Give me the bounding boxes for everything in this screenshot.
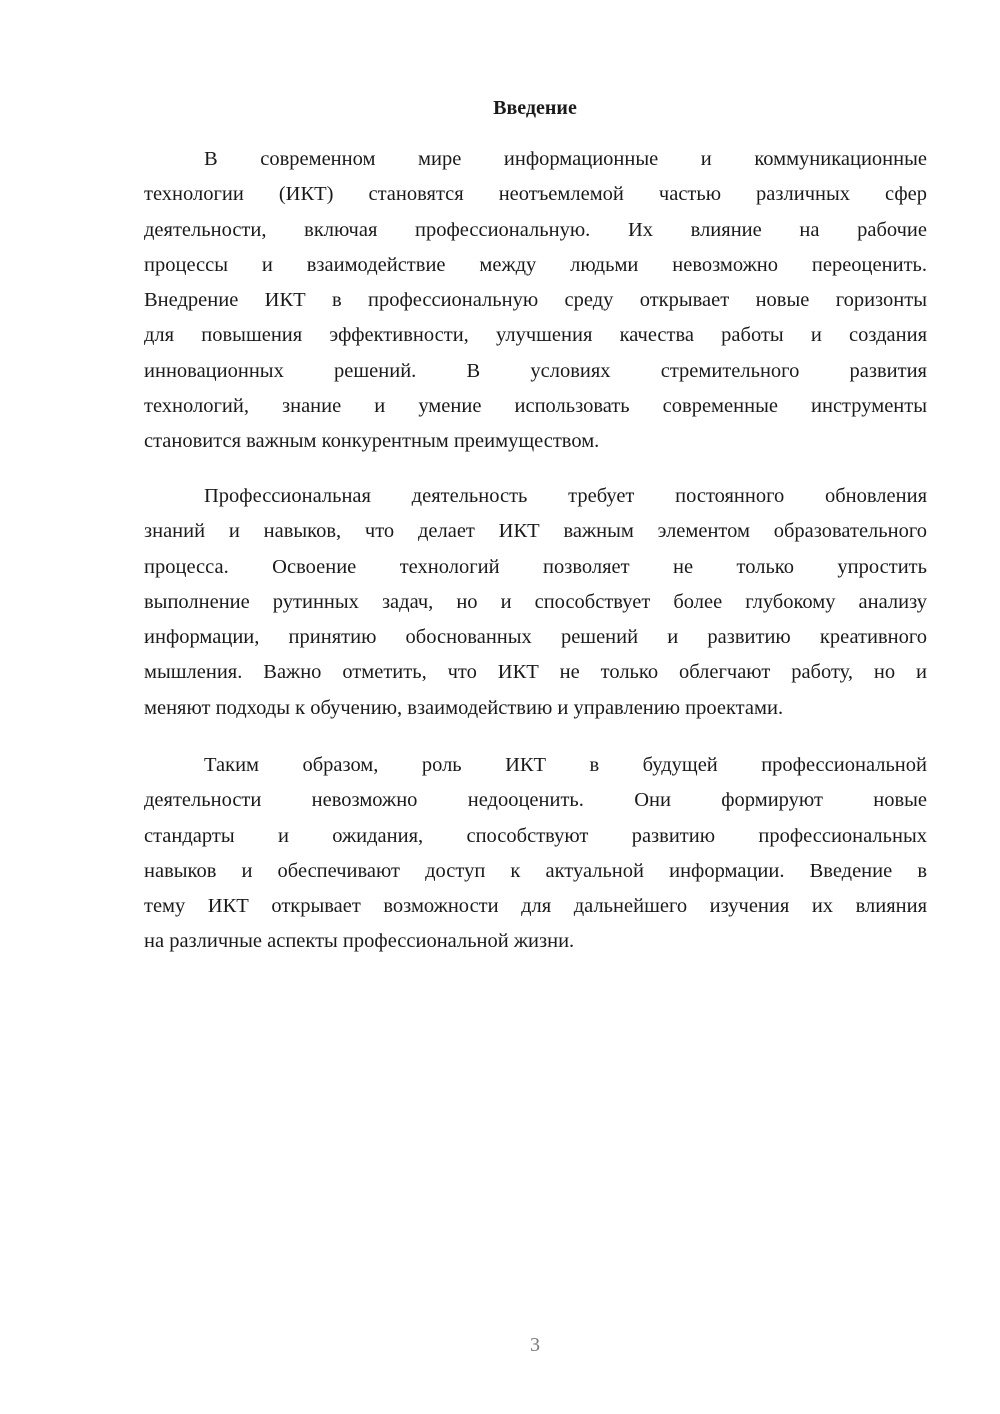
text-line: процессы и взаимодействие между людьми невозможно переоценить. — [144, 253, 927, 276]
text-line: для повышения эффективности, улучшения качества работы и создания — [144, 324, 927, 347]
text-line: информации, принятию обоснованных решений и развитию креативного — [144, 626, 927, 649]
text-line: выполнение рутинных задач, но и способствует более глубокому анализу — [144, 590, 927, 613]
text-line: меняют подходы к обучению, взаимодействию и управлению проектами. — [144, 696, 784, 719]
text-line: мышления. Важно отметить, что ИКТ не только облегчают работу, но и — [144, 661, 927, 684]
text-line: тему ИКТ открывает возможности для дальнейшего изучения их влияния — [144, 895, 927, 918]
text-line: на различные аспекты профессиональной жизни. — [144, 930, 575, 953]
text-line: Таким образом, роль ИКТ в будущей профессиональной — [204, 754, 927, 776]
text-line: инновационных решений. В условиях стремительного развития — [144, 359, 927, 382]
text-line: знаний и навыков, что делает ИКТ важным элементом образовательного — [144, 520, 927, 543]
text-line: В современном мире информационные и коммуникационные — [204, 148, 927, 170]
text-line: Профессиональная деятельность требует постоянного обновления — [204, 485, 927, 507]
paragraph-2 — [144, 479, 927, 726]
paragraph-3 — [144, 748, 927, 960]
text-line: стандарты и ожидания, способствуют развитию профессиональных — [144, 824, 927, 847]
text-line: навыков и обеспечивают доступ к актуальной информации. Введение в — [144, 859, 927, 882]
text-line: деятельности невозможно недооценить. Они формируют новые — [144, 789, 927, 812]
paragraph-1 — [144, 142, 927, 460]
text-line: процесса. Освоение технологий позволяет не только упростить — [144, 555, 927, 578]
text-line: становится важным конкурентным преимуществом. — [144, 430, 600, 453]
text-line: деятельности, включая профессиональную. Их влияние на рабочие — [144, 218, 927, 241]
page-number: 3 — [530, 1334, 540, 1356]
section-heading: Введение — [493, 97, 577, 119]
text-line: технологий, знание и умение использовать современные инструменты — [144, 395, 927, 418]
text-line: Внедрение ИКТ в профессиональную среду открывает новые горизонты — [144, 289, 927, 312]
text-line: технологии (ИКТ) становятся неотъемлемой частью различных сфер — [144, 183, 927, 206]
